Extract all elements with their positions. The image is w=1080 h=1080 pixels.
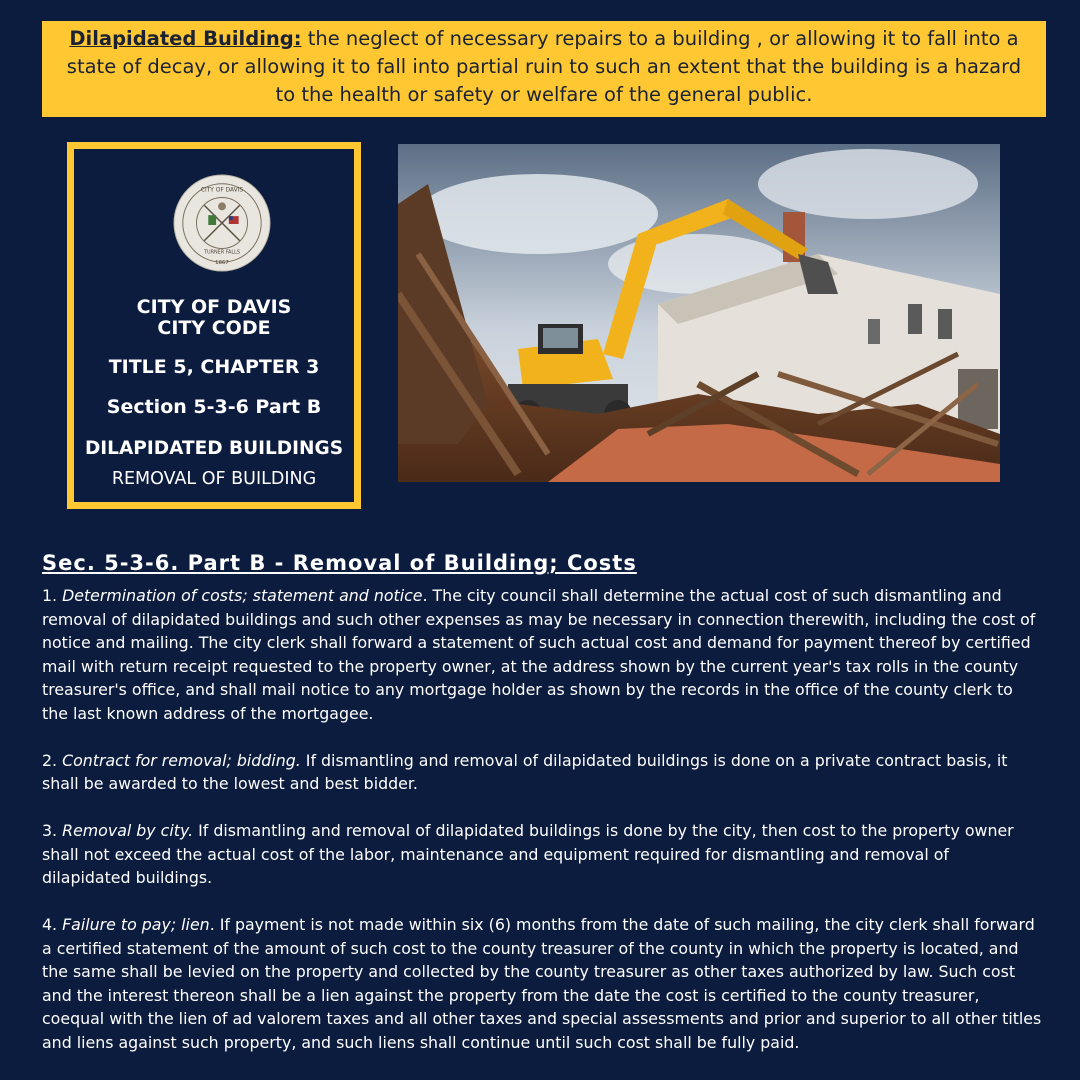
card-title-chapter: TITLE 5, CHAPTER 3 — [108, 356, 320, 378]
code-section — [42, 548, 1042, 1078]
item-lead: Failure to pay; lien — [62, 915, 210, 934]
item-lead: Removal by city. — [62, 821, 194, 840]
card-city: CITY OF DAVIS — [136, 296, 292, 318]
seal-bottom-text: TURNER FALLS — [204, 249, 240, 256]
item-number: 3. — [42, 821, 63, 840]
definition-term: Dilapidated Building: — [69, 27, 302, 50]
demolition-photo — [398, 144, 1000, 482]
definition-banner — [42, 21, 1046, 117]
item-lead: Contract for removal; bidding. — [62, 750, 301, 770]
card-code: CITY CODE — [157, 317, 271, 339]
section-item — [42, 913, 1042, 1054]
item-text: . The city council shall determine the actual cost of such dismantling and removal of dilapidated buildings and such other expenses as may be necessary in connection therewith, including the cost of notice and mailing. The city clerk shall forward a statement of such actual cost and demand for payment thereof by certified mail with return receipt requested to the property owner, at the address shown by the current year's tax rolls in the county treasurer's office, and shall mail notice to any mortgage holder as shown by the records in the office of the county clerk to the last known address of the mortgagee. — [42, 586, 1036, 723]
section-item — [42, 584, 1042, 725]
definition-text: the neglect of necessary repairs to a building , or allowing it to fall into a state of decay, or allowing it to fall into partial ruin to such an extent that the building is a hazard to the health or safety or welfare of the general public. — [66, 27, 1022, 106]
card-subtopic: REMOVAL OF BUILDING — [111, 469, 317, 489]
card-section: Section 5-3-6 Part B — [106, 396, 322, 418]
item-number: 2. — [42, 750, 63, 770]
seal-top-text: CITY OF DAVIS — [200, 187, 244, 194]
section-item — [42, 749, 1042, 796]
section-item — [42, 819, 1042, 890]
item-text: . If payment is not made within six (6) months from the date of such mailing, the city clerk shall forward a certified statement of the amount of such cost to the county treasurer of the county in which the property is located, and the same shall be levied on the property and collected by the county treasurer as other taxes authorized by law. Such cost and the interest thereon shall be a lien against the property from the date the cost is certified to the county treasurer, coequal with the lien of ad valorem taxes and all other taxes and special assessments and prior and superior to all other titles and liens against such property, and such liens shall continue until such cost shall be fully paid. — [42, 915, 1042, 1052]
item-lead: Determination of costs; statement and notice — [62, 586, 423, 605]
card-topic: DILAPIDATED BUILDINGS — [84, 438, 344, 459]
item-number: 1. — [42, 586, 63, 605]
item-number: 4. — [42, 915, 63, 934]
code-reference-card — [67, 142, 361, 509]
item-text: If dismantling and removal of dilapidated buildings is done on a private contract basis, it shall be awarded to the lowest and best bidder. — [42, 750, 1008, 793]
section-heading: Sec. 5-3-6. Part B - Removal of Building; Costs — [42, 551, 637, 575]
city-seal-icon — [173, 174, 271, 272]
seal-est-text: 1867 — [215, 260, 229, 267]
item-text: If dismantling and removal of dilapidated buildings is done by the city, then cost to the property owner shall not exceed the actual cost of the labor, maintenance and equipment required for dismantling and removal of dilapidated buildings. — [42, 821, 1014, 887]
